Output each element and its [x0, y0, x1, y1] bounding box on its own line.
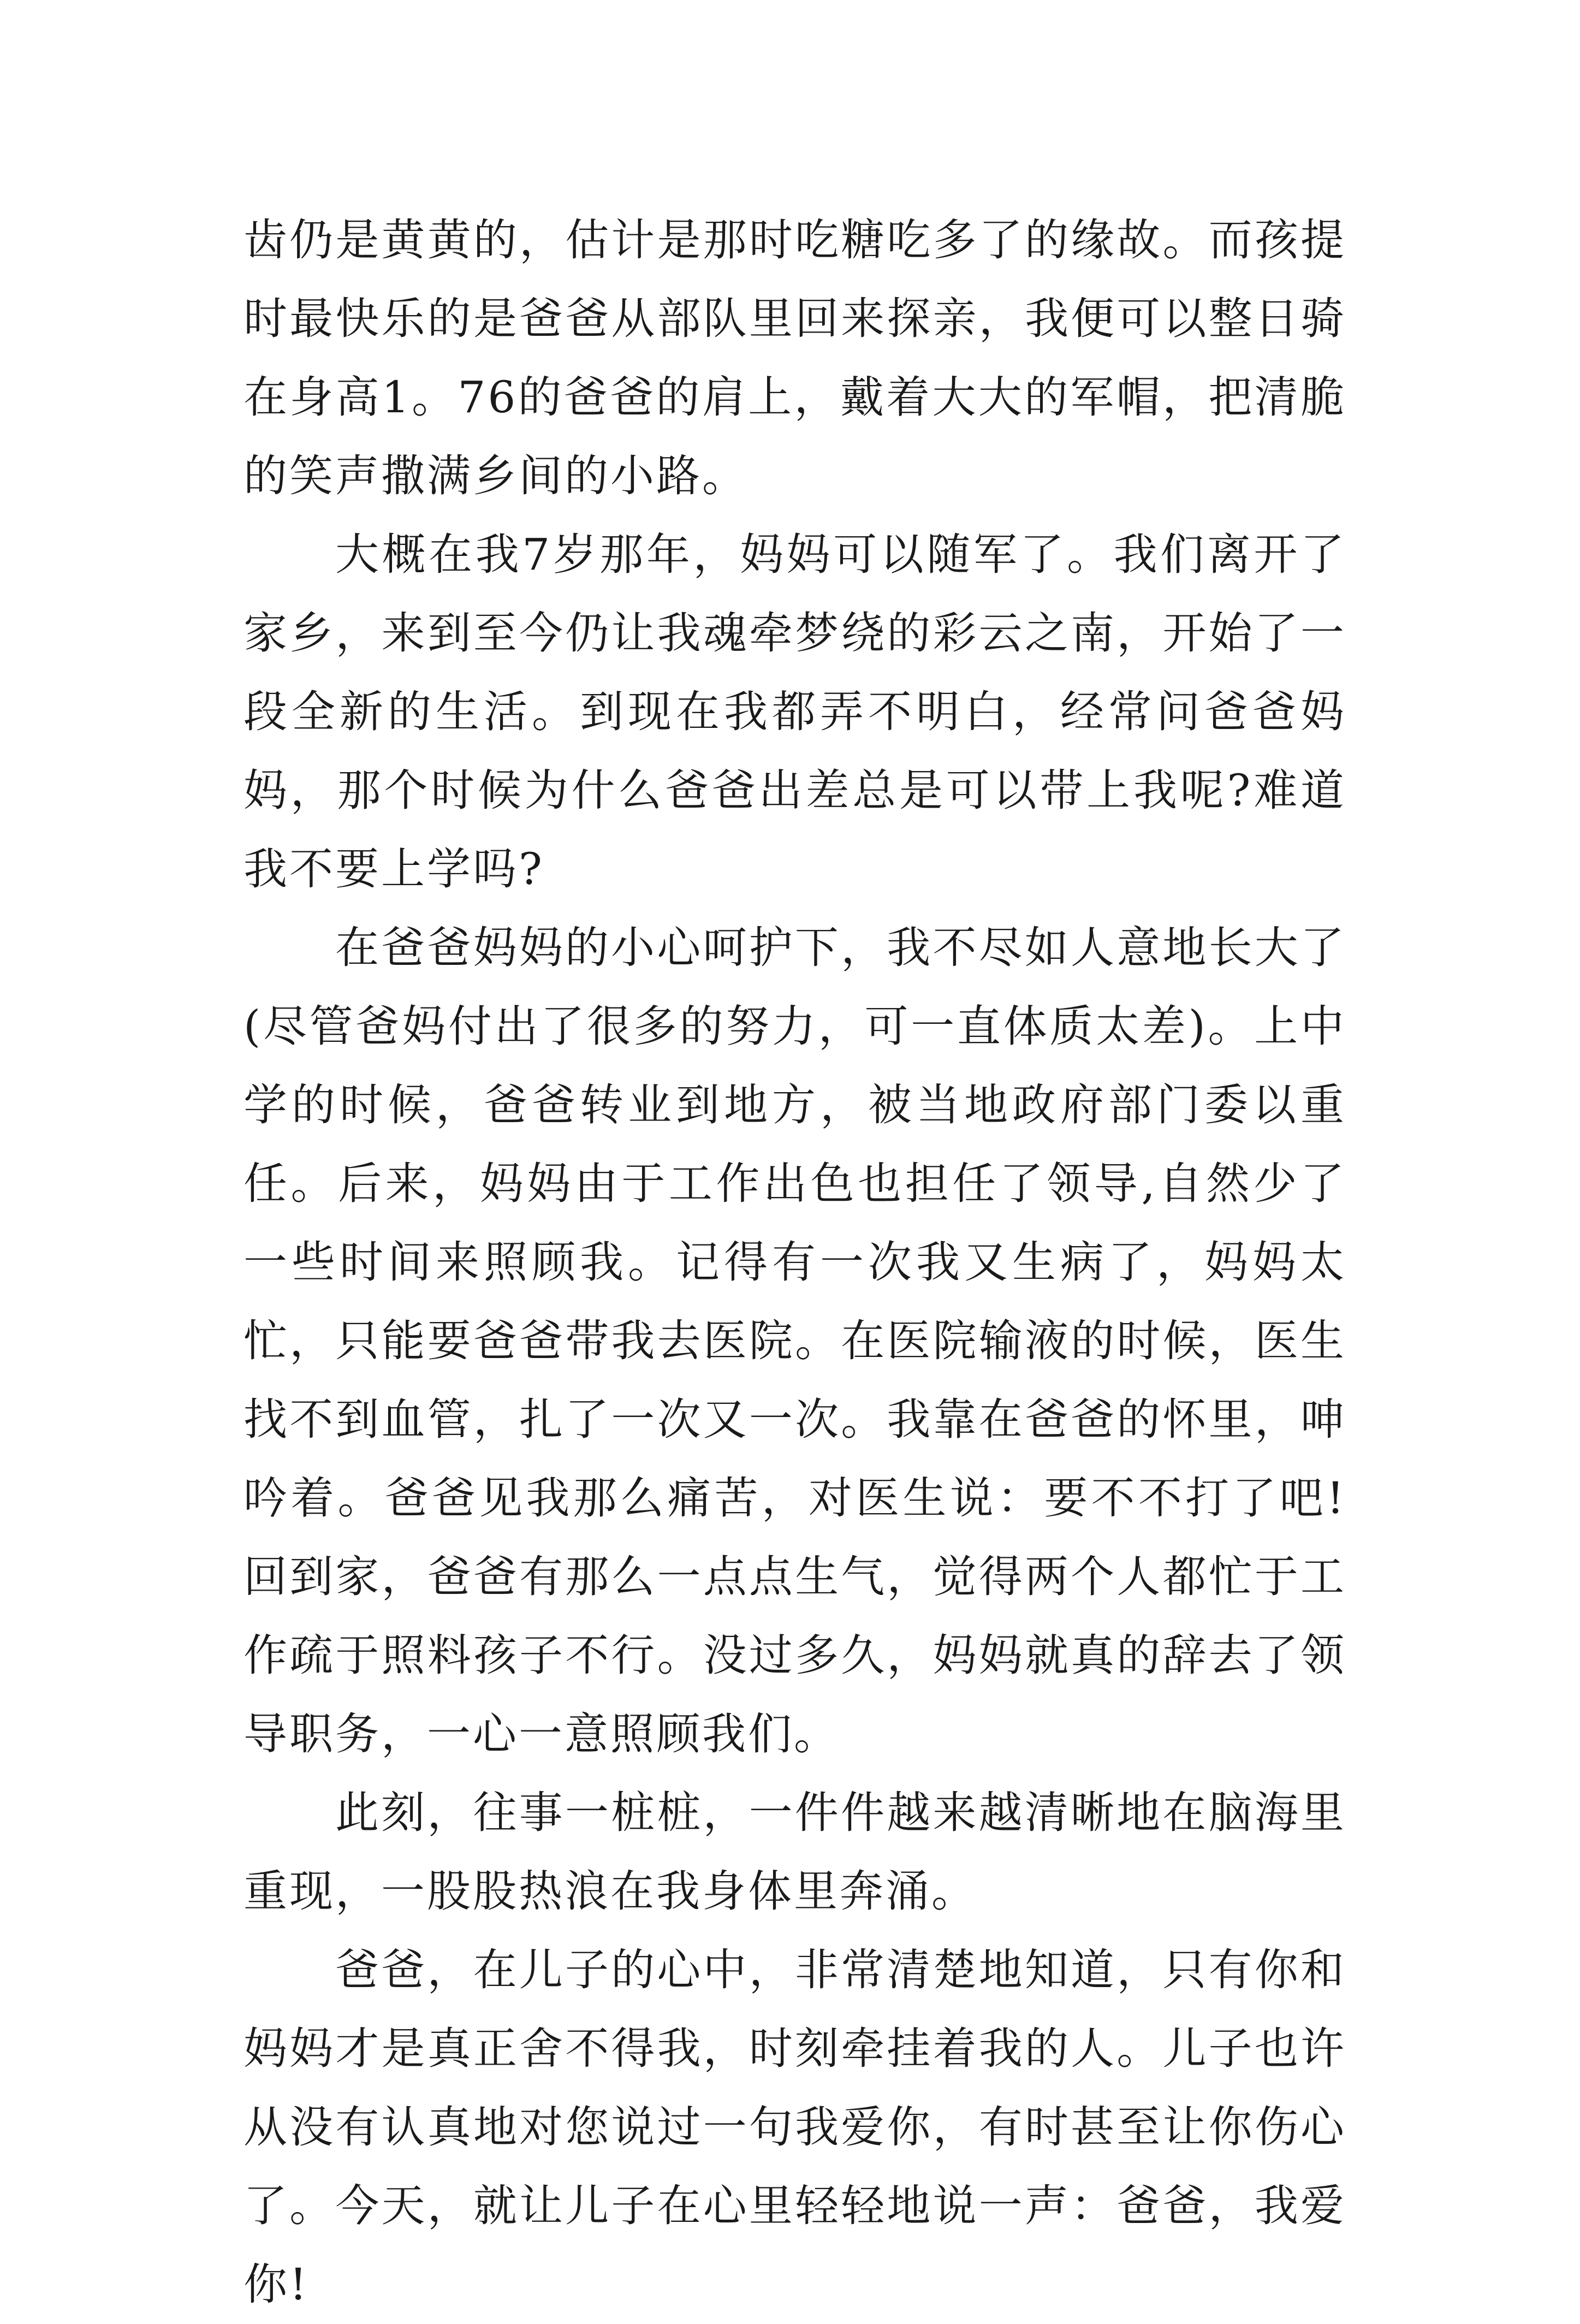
- paragraph-3: 在爸爸妈妈的小心呵护下，我不尽如人意地长大了(尽管爸妈付出了很多的努力，可一直体质太差)。上中学的时候，爸爸转业到地方，被当地政府部门委以重任。后来，妈妈由于工作出色也担任了领导,自然少了一些时间来照顾我。记得有一次我又生病了，妈妈太忙，只能要爸爸带我去医院。在医院输液的时候，医生找不到血管，扎了一次又一次。我靠在爸爸的怀里，呻吟着。爸爸见我那么痛苦，对医生说：要不不打了吧!回到家，爸爸有那么一点点生气，觉得两个人都忙于工作疏于照料孩子不行。没过多久，妈妈就真的辞去了领导职务，一心一意照顾我们。: [243, 922, 1346, 1759]
- paragraph-5: 爸爸，在儿子的心中，非常清楚地知道，只有你和妈妈才是真正舍不得我，时刻牵挂着我的人。儿子也许从没有认真地对您说过一句我爱你，有时甚至让你伤心了。今天，就让儿子在心里轻轻地说一声：爸爸，我爱你!: [243, 1944, 1346, 2310]
- paragraph-4: 此刻，往事一桩桩，一件件越来越清晰地在脑海里重现，一股股热浪在我身体里奔涌。: [243, 1787, 1346, 1917]
- document-body: [243, 201, 1346, 2324]
- paragraph-1: 齿仍是黄黄的，估计是那时吃糖吃多了的缘故。而孩提时最快乐的是爸爸从部队里回来探亲，我便可以整日骑在身高1。76的爸爸的肩上，戴着大大的军帽，把清脆的笑声撒满乡间的小路。: [243, 215, 1346, 501]
- paragraph-2: 大概在我7岁那年，妈妈可以随军了。我们离开了家乡，来到至今仍让我魂牵梦绕的彩云之南，开始了一段全新的生活。到现在我都弄不明白，经常问爸爸妈妈，那个时候为什么爸爸出差总是可以带上我呢?难道我不要上学吗?: [243, 529, 1346, 894]
